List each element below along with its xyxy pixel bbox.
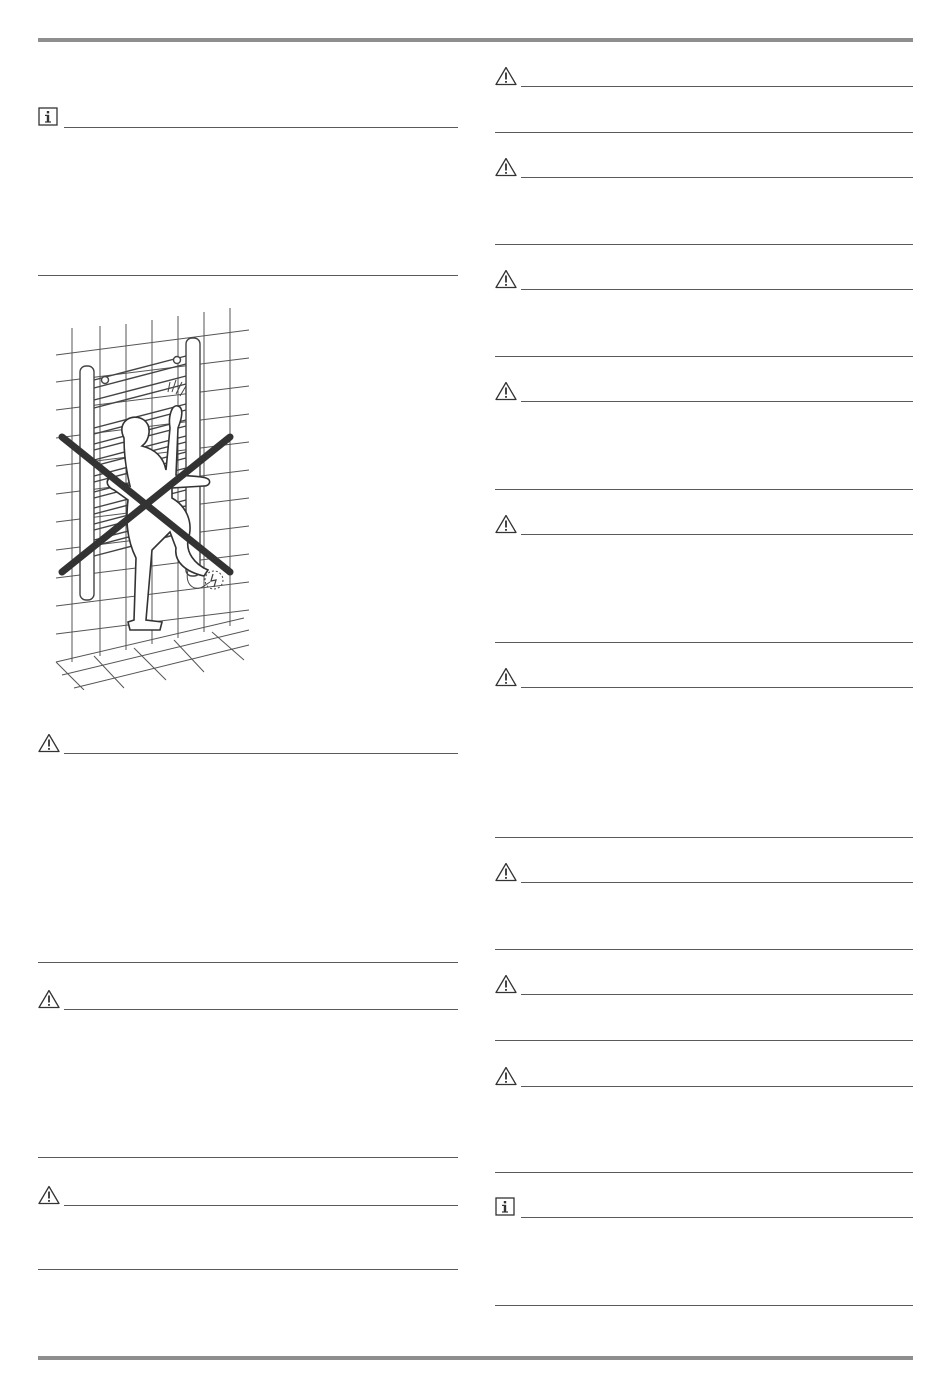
warning-icon — [495, 66, 517, 86]
warning-icon — [495, 1066, 517, 1086]
section-header-warning — [495, 974, 913, 998]
section-rule — [521, 534, 913, 535]
section-rule — [521, 177, 913, 178]
section-end-rule — [495, 244, 913, 245]
section-header-warning — [38, 1185, 458, 1209]
section-rule — [64, 1205, 458, 1206]
section-rule — [521, 882, 913, 883]
warning-icon — [495, 269, 517, 289]
section-header-warning — [495, 381, 913, 405]
warning-icon — [495, 974, 517, 994]
section-rule — [521, 401, 913, 402]
section-end-rule — [495, 356, 913, 357]
section-header-warning — [495, 862, 913, 886]
warning-icon — [495, 157, 517, 177]
section-header-warning — [495, 157, 913, 181]
warning-icon — [38, 1185, 60, 1205]
section-end-rule — [495, 132, 913, 133]
section-end-rule — [38, 1269, 458, 1270]
section-end-rule — [495, 1040, 913, 1041]
section-rule — [521, 1086, 913, 1087]
left-column — [38, 0, 458, 1379]
section-header-warning — [495, 667, 913, 691]
section-rule — [64, 1009, 458, 1010]
section-rule — [521, 1217, 913, 1218]
section-rule — [521, 994, 913, 995]
section-end-rule — [495, 642, 913, 643]
section-end-rule — [495, 837, 913, 838]
section-end-rule — [495, 1172, 913, 1173]
section-header-warning — [495, 269, 913, 293]
no-climbing-on-towel-radiator-illustration — [54, 300, 274, 690]
warning-icon — [495, 381, 517, 401]
section-rule — [521, 289, 913, 290]
warning-icon — [38, 989, 60, 1009]
right-column — [495, 0, 913, 1379]
info-icon — [38, 107, 60, 127]
warning-icon — [495, 862, 517, 882]
section-header-info — [495, 1197, 913, 1221]
section-end-rule — [495, 949, 913, 950]
section-header-warning — [495, 66, 913, 90]
section-end-rule — [495, 1305, 913, 1306]
section-rule — [64, 127, 458, 128]
section-header-warning — [495, 1066, 913, 1090]
section-header-warning — [495, 514, 913, 538]
section-end-rule — [38, 1157, 458, 1158]
warning-icon — [38, 733, 60, 753]
info-icon — [495, 1197, 517, 1217]
section-header-warning — [38, 733, 458, 757]
warning-icon — [495, 667, 517, 687]
section-header-warning — [38, 989, 458, 1013]
section-rule — [521, 687, 913, 688]
section-end-rule — [38, 962, 458, 963]
section-rule — [521, 86, 913, 87]
section-header-info — [38, 107, 458, 131]
warning-icon — [495, 514, 517, 534]
section-rule — [64, 753, 458, 754]
section-end-rule — [38, 275, 458, 276]
section-end-rule — [495, 489, 913, 490]
